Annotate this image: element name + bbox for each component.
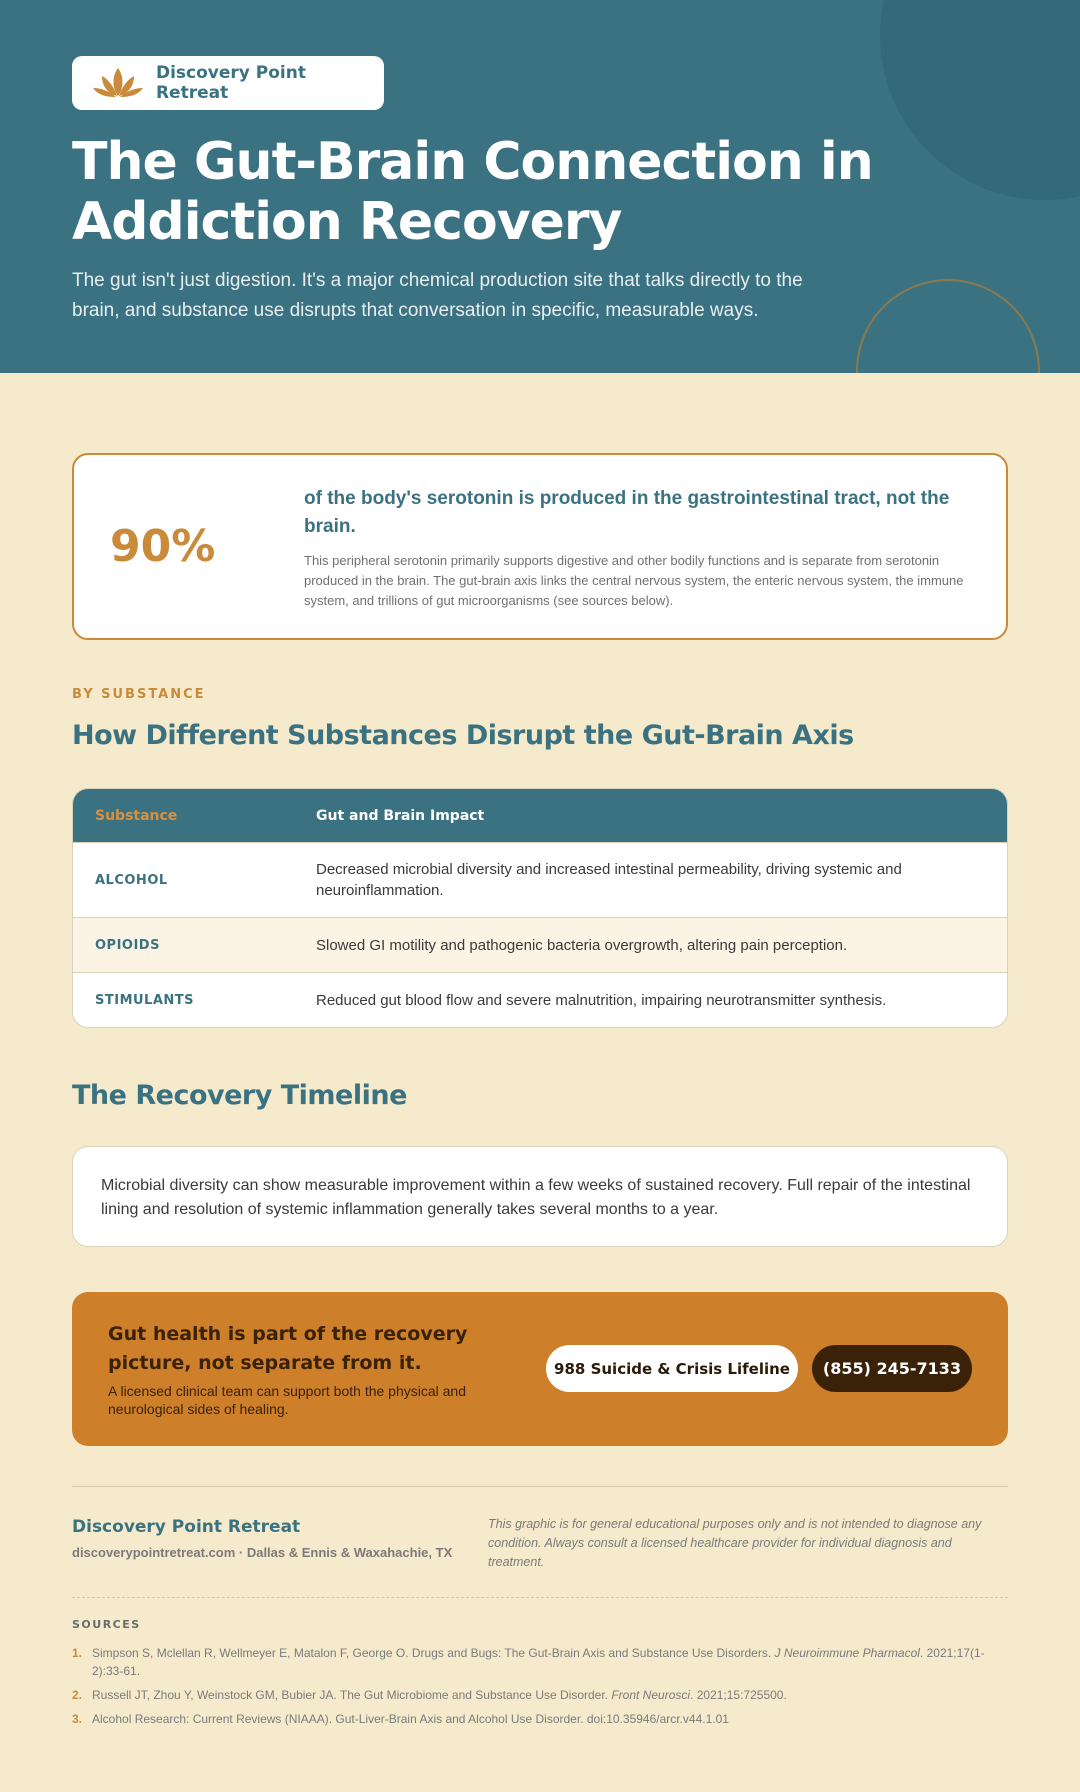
- table-row: [73, 842, 1007, 917]
- source-item: [72, 1644, 1008, 1680]
- lotus-icon: [92, 66, 144, 100]
- decorative-ring: [856, 279, 1040, 373]
- footer-brand: Discovery Point Retreat: [72, 1517, 301, 1537]
- column-header-substance: Substance: [95, 807, 178, 824]
- footer-disclaimer: This graphic is for general educational purposes only and is not intended to diagnose any condition. Always consult a licensed healthcare provider for individual diagnosis and treatment.: [488, 1517, 982, 1569]
- source-number: 2.: [72, 1688, 83, 1702]
- crisis-lifeline-button[interactable]: 988 Suicide & Crisis Lifeline: [546, 1345, 798, 1392]
- substance-name: OPIOIDS: [95, 937, 160, 953]
- title-line-1: The Gut-Brain Connection in: [72, 132, 873, 192]
- source-number: 1.: [72, 1646, 83, 1660]
- cta-banner: [72, 1292, 1008, 1446]
- phone-button[interactable]: (855) 245-7133: [812, 1345, 972, 1392]
- timeline-card: Microbial diversity can show measurable improvement within a few weeks of sustained recovery. Full repair of the intestinal lining and resolution of systemic inflammation generally takes several months to a year.: [72, 1146, 1008, 1247]
- source-citation: Simpson S, Mclellan R, Wellmeyer E, Matalon F, George O. Drugs and Bugs: The Gut-Brain Axis and Substance Use Disorders. J Neuroimmune Pharmacol. 2021;17(1-2):33-61.: [92, 1646, 985, 1678]
- source-citation: Alcohol Research: Current Reviews (NIAAA). Gut-Liver-Brain Axis and Alcohol Use Disorder. doi:10.35946/arcr.v44.1.01: [92, 1712, 729, 1726]
- serotonin-stat-card: [72, 453, 1008, 640]
- hero-header: [0, 0, 1080, 373]
- substance-name: STIMULANTS: [95, 992, 195, 1008]
- page-subtitle: The gut isn't just digestion. It's a major chemical production site that talks directly to the brain, and substance use disrupts that conversation in specific, measurable ways.: [72, 270, 803, 321]
- source-item: [72, 1710, 1008, 1728]
- sources-divider: [72, 1597, 1008, 1598]
- stat-headline: of the body's serotonin is produced in the gastrointestinal tract, not the brain.: [304, 488, 950, 537]
- title-line-2: Addiction Recovery: [72, 192, 622, 252]
- footer-contact[interactable]: discoverypointretreat.com · Dallas & Ennis & Waxahachie, TX: [72, 1545, 453, 1560]
- table-row: [73, 917, 1007, 972]
- source-number: 3.: [72, 1712, 83, 1726]
- table-header: [73, 789, 1007, 842]
- table-row: [73, 972, 1007, 1027]
- substance-impact: Reduced gut blood flow and severe malnutrition, impairing neurotransmitter synthesis.: [316, 991, 887, 1009]
- page-title: [72, 132, 932, 252]
- stat-detail: This peripheral serotonin primarily supports digestive and other bodily functions and is separate from serotonin produced in the brain. The gut-brain axis links the central nervous system, the enteric nervous system, the immune system, and trillions of gut microorganisms (see sources below).: [304, 553, 964, 608]
- source-citation: Russell JT, Zhou Y, Weinstock GM, Bubier JA. The Gut Microbiome and Substance Use Disorder. Front Neurosci. 2021;15:725500.: [92, 1688, 787, 1702]
- substances-title: How Different Substances Disrupt the Gut-Brain Axis: [72, 720, 854, 751]
- source-item: [72, 1686, 1008, 1704]
- column-header-impact: Gut and Brain Impact: [316, 807, 485, 824]
- stat-value: 90%: [110, 521, 216, 572]
- cta-headline: Gut health is part of the recovery picture, not separate from it.: [108, 1323, 468, 1374]
- sources-label: SOURCES: [72, 1618, 141, 1631]
- section-eyebrow: BY SUBSTANCE: [72, 687, 206, 702]
- substance-impact: Decreased microbial diversity and increased intestinal permeability, driving systemic and neuroinflammation.: [316, 861, 902, 899]
- brand-name: Discovery Point Retreat: [155, 63, 306, 103]
- footer-divider: [72, 1486, 1008, 1487]
- brand-badge[interactable]: [72, 56, 384, 110]
- substance-name: ALCOHOL: [95, 872, 168, 888]
- substance-table: [72, 788, 1008, 1028]
- cta-body: A licensed clinical team can support both the physical and neurological sides of healing.: [108, 1383, 466, 1417]
- timeline-title: The Recovery Timeline: [72, 1080, 407, 1111]
- substance-impact: Slowed GI motility and pathogenic bacteria overgrowth, altering pain perception.: [316, 936, 848, 954]
